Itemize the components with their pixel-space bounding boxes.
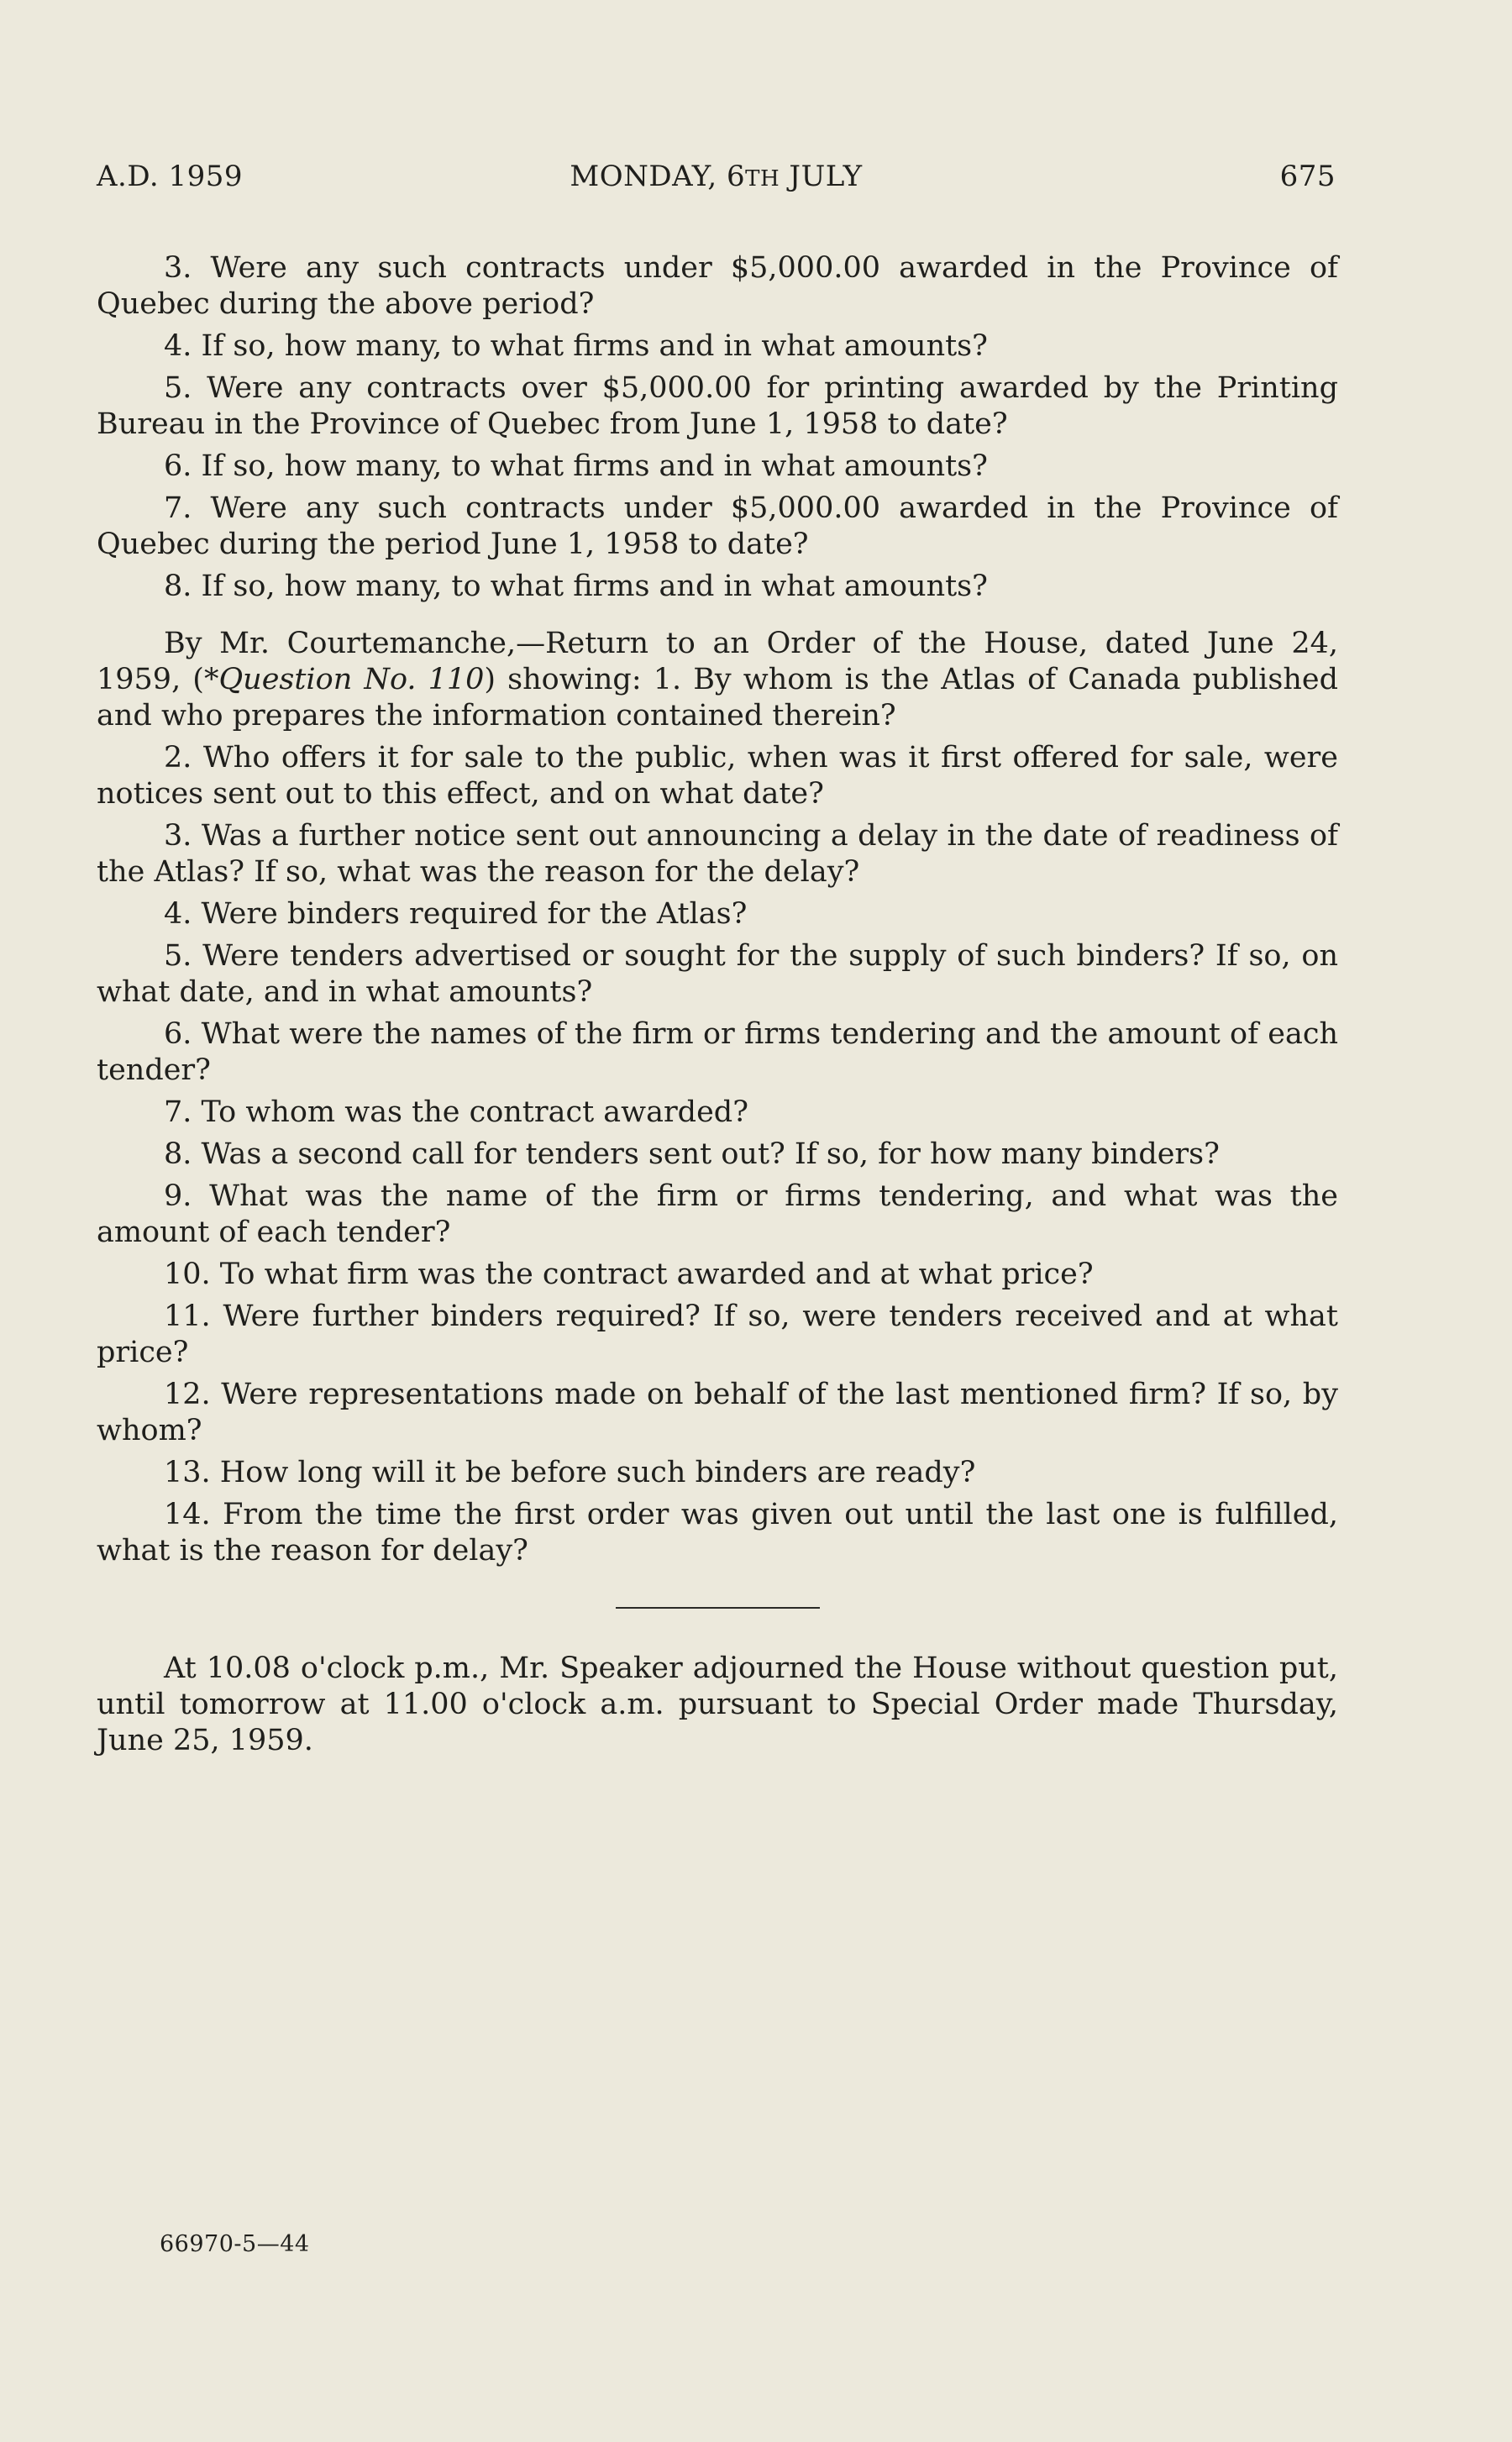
- question-item: 5. Were any contracts over $5,000.00 for printing awarded by the Printing Bureau in the Province of Quebec from June 1, 1958 to date?: [97, 371, 1338, 441]
- question-item: 5. Were tenders advertised or sought for the supply of such binders? If so, on what date, and in what amounts?: [97, 939, 1338, 1009]
- question-item: 4. If so, how many, to what firms and in what amounts?: [164, 329, 988, 363]
- question-item: 3. Were any such contracts under $5,000.00 awarded in the Province of Quebec during the above period?: [97, 251, 1338, 321]
- section-divider: [616, 1607, 820, 1609]
- return-order-suffix: ) showing: 1. By whom is the Atlas of Canada published and who prepares the information contained therein?: [97, 663, 1338, 733]
- return-order-question-ref: *Question No. 110: [203, 663, 485, 696]
- page-header: [97, 160, 1336, 202]
- return-order-paragraph: [97, 626, 1338, 734]
- question-item: 8. Was a second call for tenders sent out? If so, for how many binders?: [164, 1137, 1220, 1171]
- header-year: A.D. 1959: [97, 160, 244, 193]
- question-item: 8. If so, how many, to what firms and in what amounts?: [164, 570, 988, 603]
- question-item: 12. Were representations made on behalf of the last mentioned firm? If so, by whom?: [97, 1378, 1338, 1447]
- header-date: [97, 160, 1336, 193]
- page-body: [97, 250, 1338, 1765]
- adjournment-paragraph: At 10.08 o'clock p.m., Mr. Speaker adjourned the House without question put, until tomorrow at 11.00 o'clock a.m. pursuant to Special Order made Thursday, June 25, 1959.: [97, 1652, 1338, 1757]
- question-item: 3. Was a further notice sent out announcing a delay in the date of readiness of the Atlas? If so, what was the reason for the delay?: [97, 819, 1338, 889]
- header-date-ordinal: TH: [745, 166, 780, 192]
- question-item: 7. To whom was the contract awarded?: [164, 1095, 748, 1129]
- return-order-prefix: By Mr. Courtemanche,—Return to an Order of the House, dated June 24, 1959, (: [97, 627, 1338, 696]
- question-item: 14. From the time the first order was given out until the last one is fulfilled, what is the reason for delay?: [97, 1498, 1338, 1568]
- page-number: 675: [1279, 160, 1336, 193]
- question-item: 6. What were the names of the firm or firms tendering and the amount of each tender?: [97, 1017, 1338, 1087]
- question-item: 9. What was the name of the firm or firms tendering, and what was the amount of each tender?: [97, 1179, 1338, 1249]
- question-item: 2. Who offers it for sale to the public, when was it first offered for sale, were notices sent out to this effect, and on what date?: [97, 741, 1338, 811]
- question-item: 7. Were any such contracts under $5,000.00 awarded in the Province of Quebec during the period June 1, 1958 to date?: [97, 491, 1338, 561]
- print-code: 66970-5—44: [160, 2231, 310, 2257]
- header-date-month: JULY: [780, 160, 863, 193]
- question-item: 10. To what firm was the contract awarded and at what price?: [164, 1258, 1094, 1291]
- question-item: 11. Were further binders required? If so, were tenders received and at what price?: [97, 1300, 1338, 1369]
- header-date-day: MONDAY, 6: [570, 160, 746, 193]
- question-item: 13. How long will it be before such binders are ready?: [164, 1456, 976, 1489]
- question-item: 4. Were binders required for the Atlas?: [164, 897, 748, 931]
- question-item: 6. If so, how many, to what firms and in what amounts?: [164, 449, 988, 483]
